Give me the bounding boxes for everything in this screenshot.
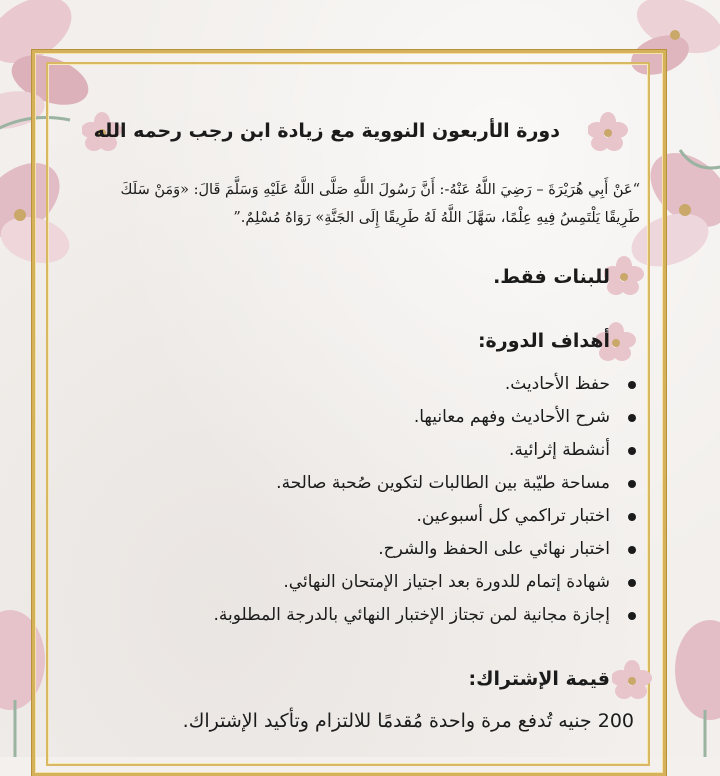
bullet-icon (628, 579, 636, 587)
goals-list (96, 368, 636, 632)
list-item: اختبار نهائي على الحفظ والشرح. (96, 533, 636, 566)
small-flower-icon (604, 256, 644, 296)
bullet-icon (628, 480, 636, 488)
bullet-icon (628, 381, 636, 389)
page-title: دورة الأربعون النووية مع زيادة ابن رجب رحمه الله (93, 120, 560, 142)
bullet-icon (628, 447, 636, 455)
fee-heading: قيمة الإشتراك: (468, 668, 610, 690)
list-item: اختبار تراكمي كل أسبوعين. (96, 500, 636, 533)
girls-only-heading: للبنات فقط. (493, 266, 610, 288)
list-item: حفظ الأحاديث. (96, 368, 636, 401)
title-row (80, 112, 640, 152)
bullet-icon (628, 612, 636, 620)
small-flower-icon (612, 660, 652, 700)
list-item: أنشطة إثرائية. (96, 434, 636, 467)
list-item: إجازة مجانية لمن تجتاز الإختبار النهائي بالدرجة المطلوبة. (96, 599, 636, 632)
bullet-icon (628, 414, 636, 422)
flower-decoration-bottom-right (665, 610, 720, 757)
list-item: شرح الأحاديث وفهم معانيها. (96, 401, 636, 434)
goals-heading: أهداف الدورة: (477, 330, 610, 352)
list-item: شهادة إتمام للدورة بعد اجتياز الإمتحان النهائي. (96, 566, 636, 599)
bullet-icon (628, 546, 636, 554)
hadith-quote: “عَنْ أَبِي هُرَيْرَةَ – رَضِيَ اللَّهُ عَنْهُ-: أَنَّ رَسُولَ اللَّهِ صَلَّى اللَّهُ عَلَيْهِ وَسَلَّمَ قَالَ: «وَمَنْ سَلَكَ طَرِيقًا يَلْتَمِسُ فِيهِ عِلْمًا، سَهَّلَ اللَّهُ لَهُ طَرِيقًا إِلَى الجَنَّةِ» رَوَاهُ مُسْلِمٌ.” (120, 182, 640, 226)
list-item: مساحة طيّبة بين الطالبات لتكوين صُحبة صالحة. (96, 467, 636, 500)
bullet-icon (628, 513, 636, 521)
fee-text: 200 جنيه تُدفع مرة واحدة مُقدمًا للالتزام وتأكيد الإشتراك. (182, 710, 634, 732)
